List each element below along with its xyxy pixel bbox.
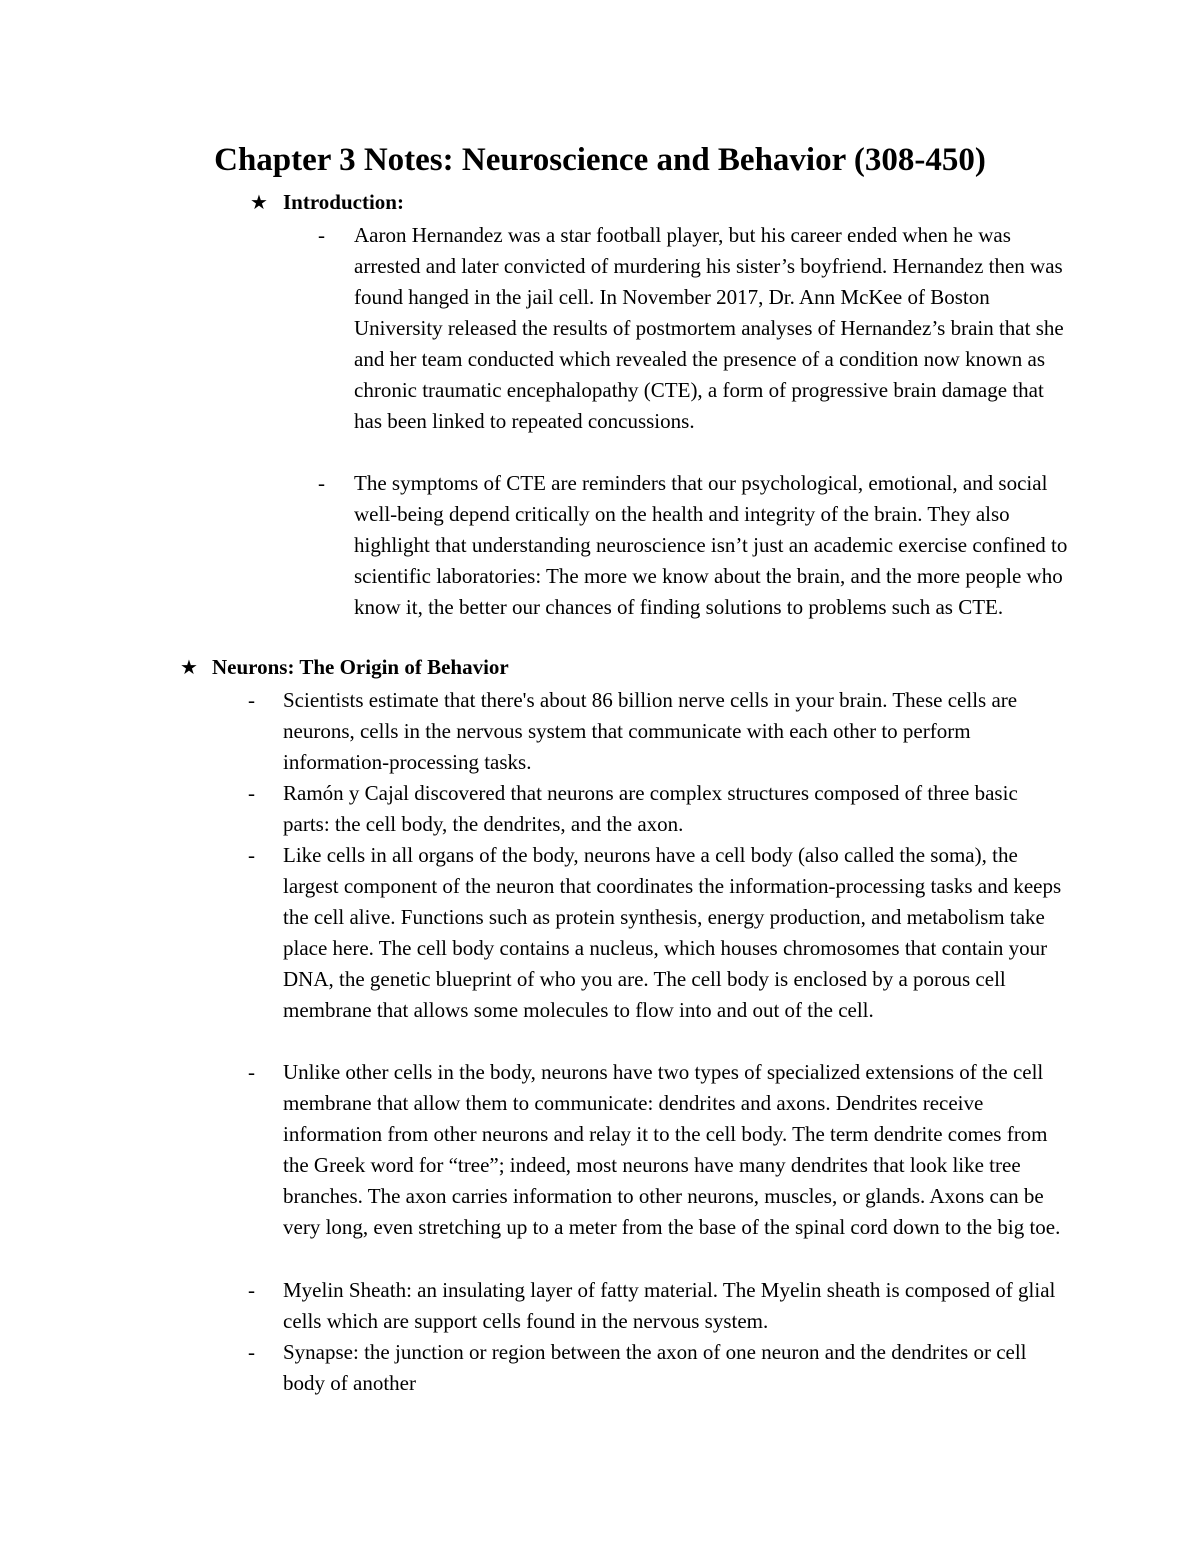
list-item-text: Scientists estimate that there's about 86 billion nerve cells in your brain. These cells are neurons, cells in the nervous system that communicate with each other to perform information-processing tasks. (283, 688, 1018, 774)
star-bullet-icon: ★ (180, 655, 198, 679)
star-bullet-icon: ★ (250, 190, 268, 214)
list-item-text: The symptoms of CTE are reminders that our psychological, emotional, and social well-being depend critically on the health and integrity of the brain. They also highlight that understanding neuroscience isn’t just an academic exercise confined to scientific laboratories: The more we know about the brain, and the more people who know it, the better our chances of finding solutions to problems such as CTE. (354, 471, 1068, 619)
section-introduction (250, 187, 850, 218)
list-item-text: Ramón y Cajal discovered that neurons are complex structures composed of three basic parts: the cell body, the dendrites, and the axon. (283, 781, 1018, 836)
list-item-text: Aaron Hernandez was a star football player, but his career ended when he was arrested and later convicted of murdering his sister’s boyfriend. Hernandez then was found hanged in the jail cell. In November 2017, Dr. Ann McKee of Boston University released the results of postmortem analyses of Hernandez’s brain that she and her team conducted which revealed the presence of a condition now known as chronic traumatic encephalopathy (CTE), a form of progressive brain damage that has been linked to repeated concussions. (354, 223, 1064, 433)
dash-bullet: - (248, 688, 255, 712)
dash-bullet: - (248, 781, 255, 805)
section-neurons (180, 652, 880, 683)
list-item-text: Unlike other cells in the body, neurons have two types of specialized extensions of the cell membrane that allow them to communicate: dendrites and axons. Dendrites receive information from other neurons and relay it to the cell body. The term dendrite comes from the Greek word for “tree”; indeed, most neurons have many dendrites that look like tree branches. The axon carries information to other neurons, muscles, or glands. Axons can be very long, even stretching up to a meter from the base of the spinal cord down to the big toe. (283, 1060, 1061, 1239)
section-heading-neurons: Neurons: The Origin of Behavior (212, 655, 509, 679)
dash-bullet: - (248, 1060, 255, 1084)
page-title: Chapter 3 Notes: Neuroscience and Behavior (308-450) (214, 142, 986, 178)
dash-bullet: - (248, 1340, 255, 1364)
list-item-text: Synapse: the junction or region between the axon of one neuron and the dendrites or cell body of another (283, 1340, 1027, 1395)
section-heading-introduction: Introduction: (283, 190, 404, 214)
dash-bullet: - (318, 471, 325, 495)
list-item-text: Myelin Sheath: an insulating layer of fatty material. The Myelin sheath is composed of glial cells which are support cells found in the nervous system. (283, 1278, 1056, 1333)
dash-bullet: - (318, 223, 325, 247)
list-item-text: Like cells in all organs of the body, neurons have a cell body (also called the soma), the largest component of the neuron that coordinates the information-processing tasks and keeps the cell alive. Functions such as protein synthesis, energy production, and metabolism take place here. The cell body contains a nucleus, which houses chromosomes that contain your DNA, the genetic blueprint of who you are. The cell body is enclosed by a porous cell membrane that allows some molecules to flow into and out of the cell. (283, 843, 1062, 1022)
dash-bullet: - (248, 1278, 255, 1302)
dash-bullet: - (248, 843, 255, 867)
